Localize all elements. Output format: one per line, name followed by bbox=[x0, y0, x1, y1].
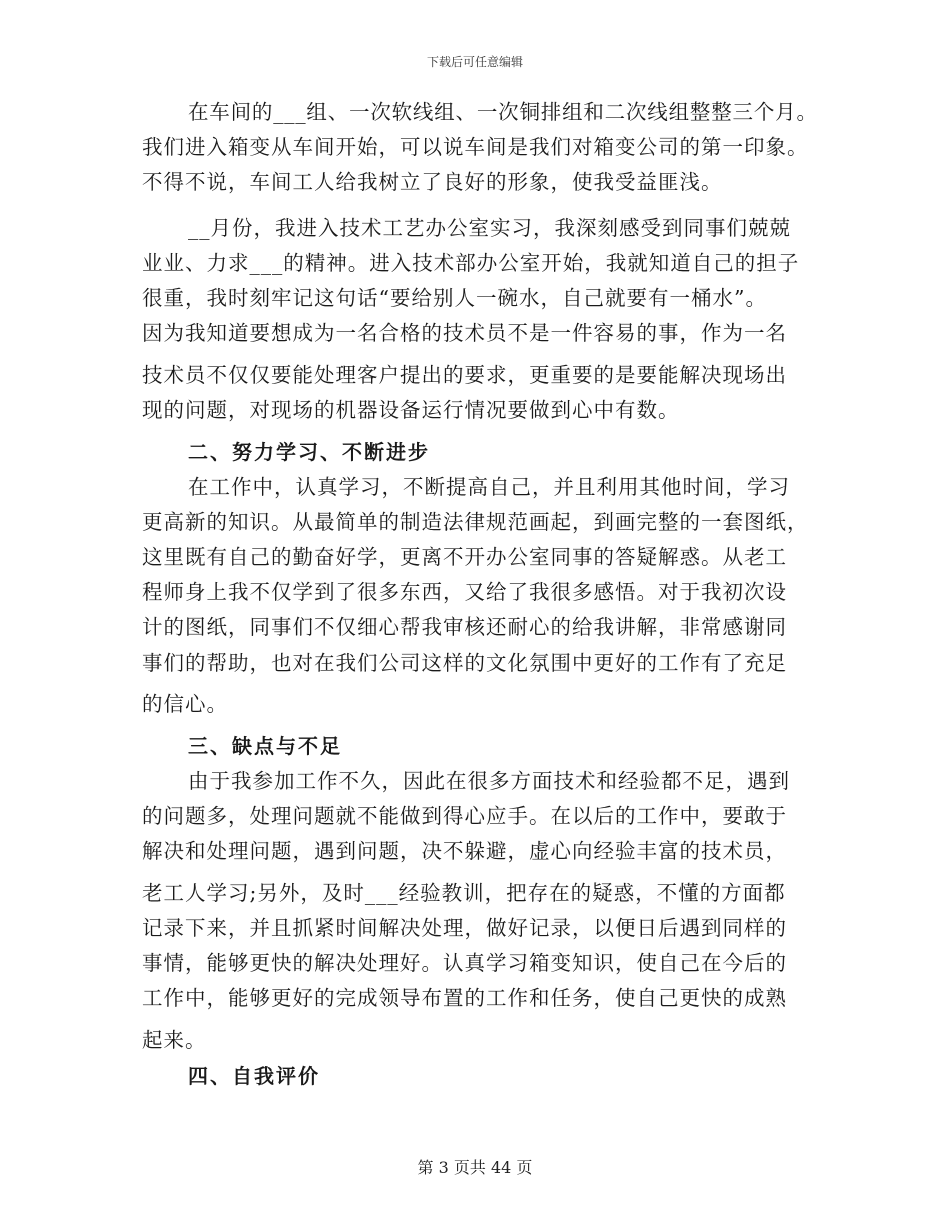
body-text-line: 程师身上我不仅学到了很多东西，又给了我很多感悟。对于我初次设 bbox=[142, 580, 787, 604]
body-text-line: 计的图纸，同事们不仅细心帮我审核还耐心的给我讲解，非常感谢同 bbox=[142, 615, 787, 639]
page-header-note: 下载后可任意编辑 bbox=[426, 55, 523, 69]
body-text-line: 老工人学习;另外，及时___经验教训，把存在的疑惑，不懂的方面都 bbox=[142, 881, 786, 905]
body-text-line: 事们的帮助，也对在我们公司这样的文化氛围中更好的工作有了充足 bbox=[142, 651, 787, 675]
body-text-line: 记录下来，并且抓紧时间解决处理，做好记录，以便日后遇到同样的 bbox=[142, 916, 787, 940]
body-text-line: 技术员不仅仅要能处理客户提出的要求，更重要的是要能解决现场出 bbox=[142, 363, 787, 387]
body-text-line: 解决和处理问题，遇到问题，决不躲避，虚心向经验丰富的技术员， bbox=[142, 839, 787, 863]
body-text-line: 不得不说，车间工人给我树立了良好的形象，使我受益匪浅。 bbox=[142, 170, 723, 194]
body-text-line: 工作中，能够更好的完成领导布置的工作和任务，使自己更快的成熟 bbox=[142, 986, 787, 1010]
section-heading: 三、缺点与不足 bbox=[188, 734, 342, 758]
body-text-line: 现的问题，对现场的机器设备运行情况要做到心中有数。 bbox=[142, 398, 680, 422]
body-text-line: 很重，我时刻牢记这句话“要给别人一碗水，自己就要有一桶水”。 bbox=[142, 286, 767, 310]
body-text-line: 我们进入箱变从车间开始，可以说车间是我们对箱变公司的第一印象。 bbox=[142, 135, 809, 159]
section-heading: 四、自我评价 bbox=[188, 1064, 320, 1088]
body-text-line: __月份，我进入技术工艺办公室实习，我深刻感受到同事们兢兢 bbox=[188, 216, 791, 240]
body-text-line: 因为我知道要想成为一名合格的技术员不是一件容易的事，作为一名 bbox=[142, 321, 787, 345]
section-heading: 二、努力学习、不断进步 bbox=[188, 440, 430, 464]
page-footer: 第 3 页共 44 页 bbox=[417, 1158, 533, 1177]
body-text-line: 更高新的知识。从最简单的制造法律规范画起，到画完整的一套图纸， bbox=[142, 510, 809, 534]
body-text-line: 在工作中，认真学习，不断提高自己，并且利用其他时间，学习 bbox=[188, 475, 790, 499]
body-text-line: 起来。 bbox=[142, 1028, 207, 1052]
body-text-line: 的信心。 bbox=[142, 692, 228, 716]
body-text-line: 的问题多，处理问题就不能做到得心应手。在以后的工作中，要敢于 bbox=[142, 804, 787, 828]
body-text-line: 这里既有自己的勤奋好学，更离不开办公室同事的答疑解惑。从老工 bbox=[142, 545, 787, 569]
body-text-line: 在车间的___组、一次软线组、一次铜排组和二次线组整整三个月。 bbox=[188, 100, 818, 124]
body-text-line: 由于我参加工作不久，因此在很多方面技术和经验都不足，遇到 bbox=[188, 769, 790, 793]
body-text-line: 事情，能够更快的解决处理好。认真学习箱变知识，使自己在今后的 bbox=[142, 951, 787, 975]
body-text-line: 业业、力求___的精神。进入技术部办公室开始，我就知道自己的担子 bbox=[142, 251, 800, 275]
